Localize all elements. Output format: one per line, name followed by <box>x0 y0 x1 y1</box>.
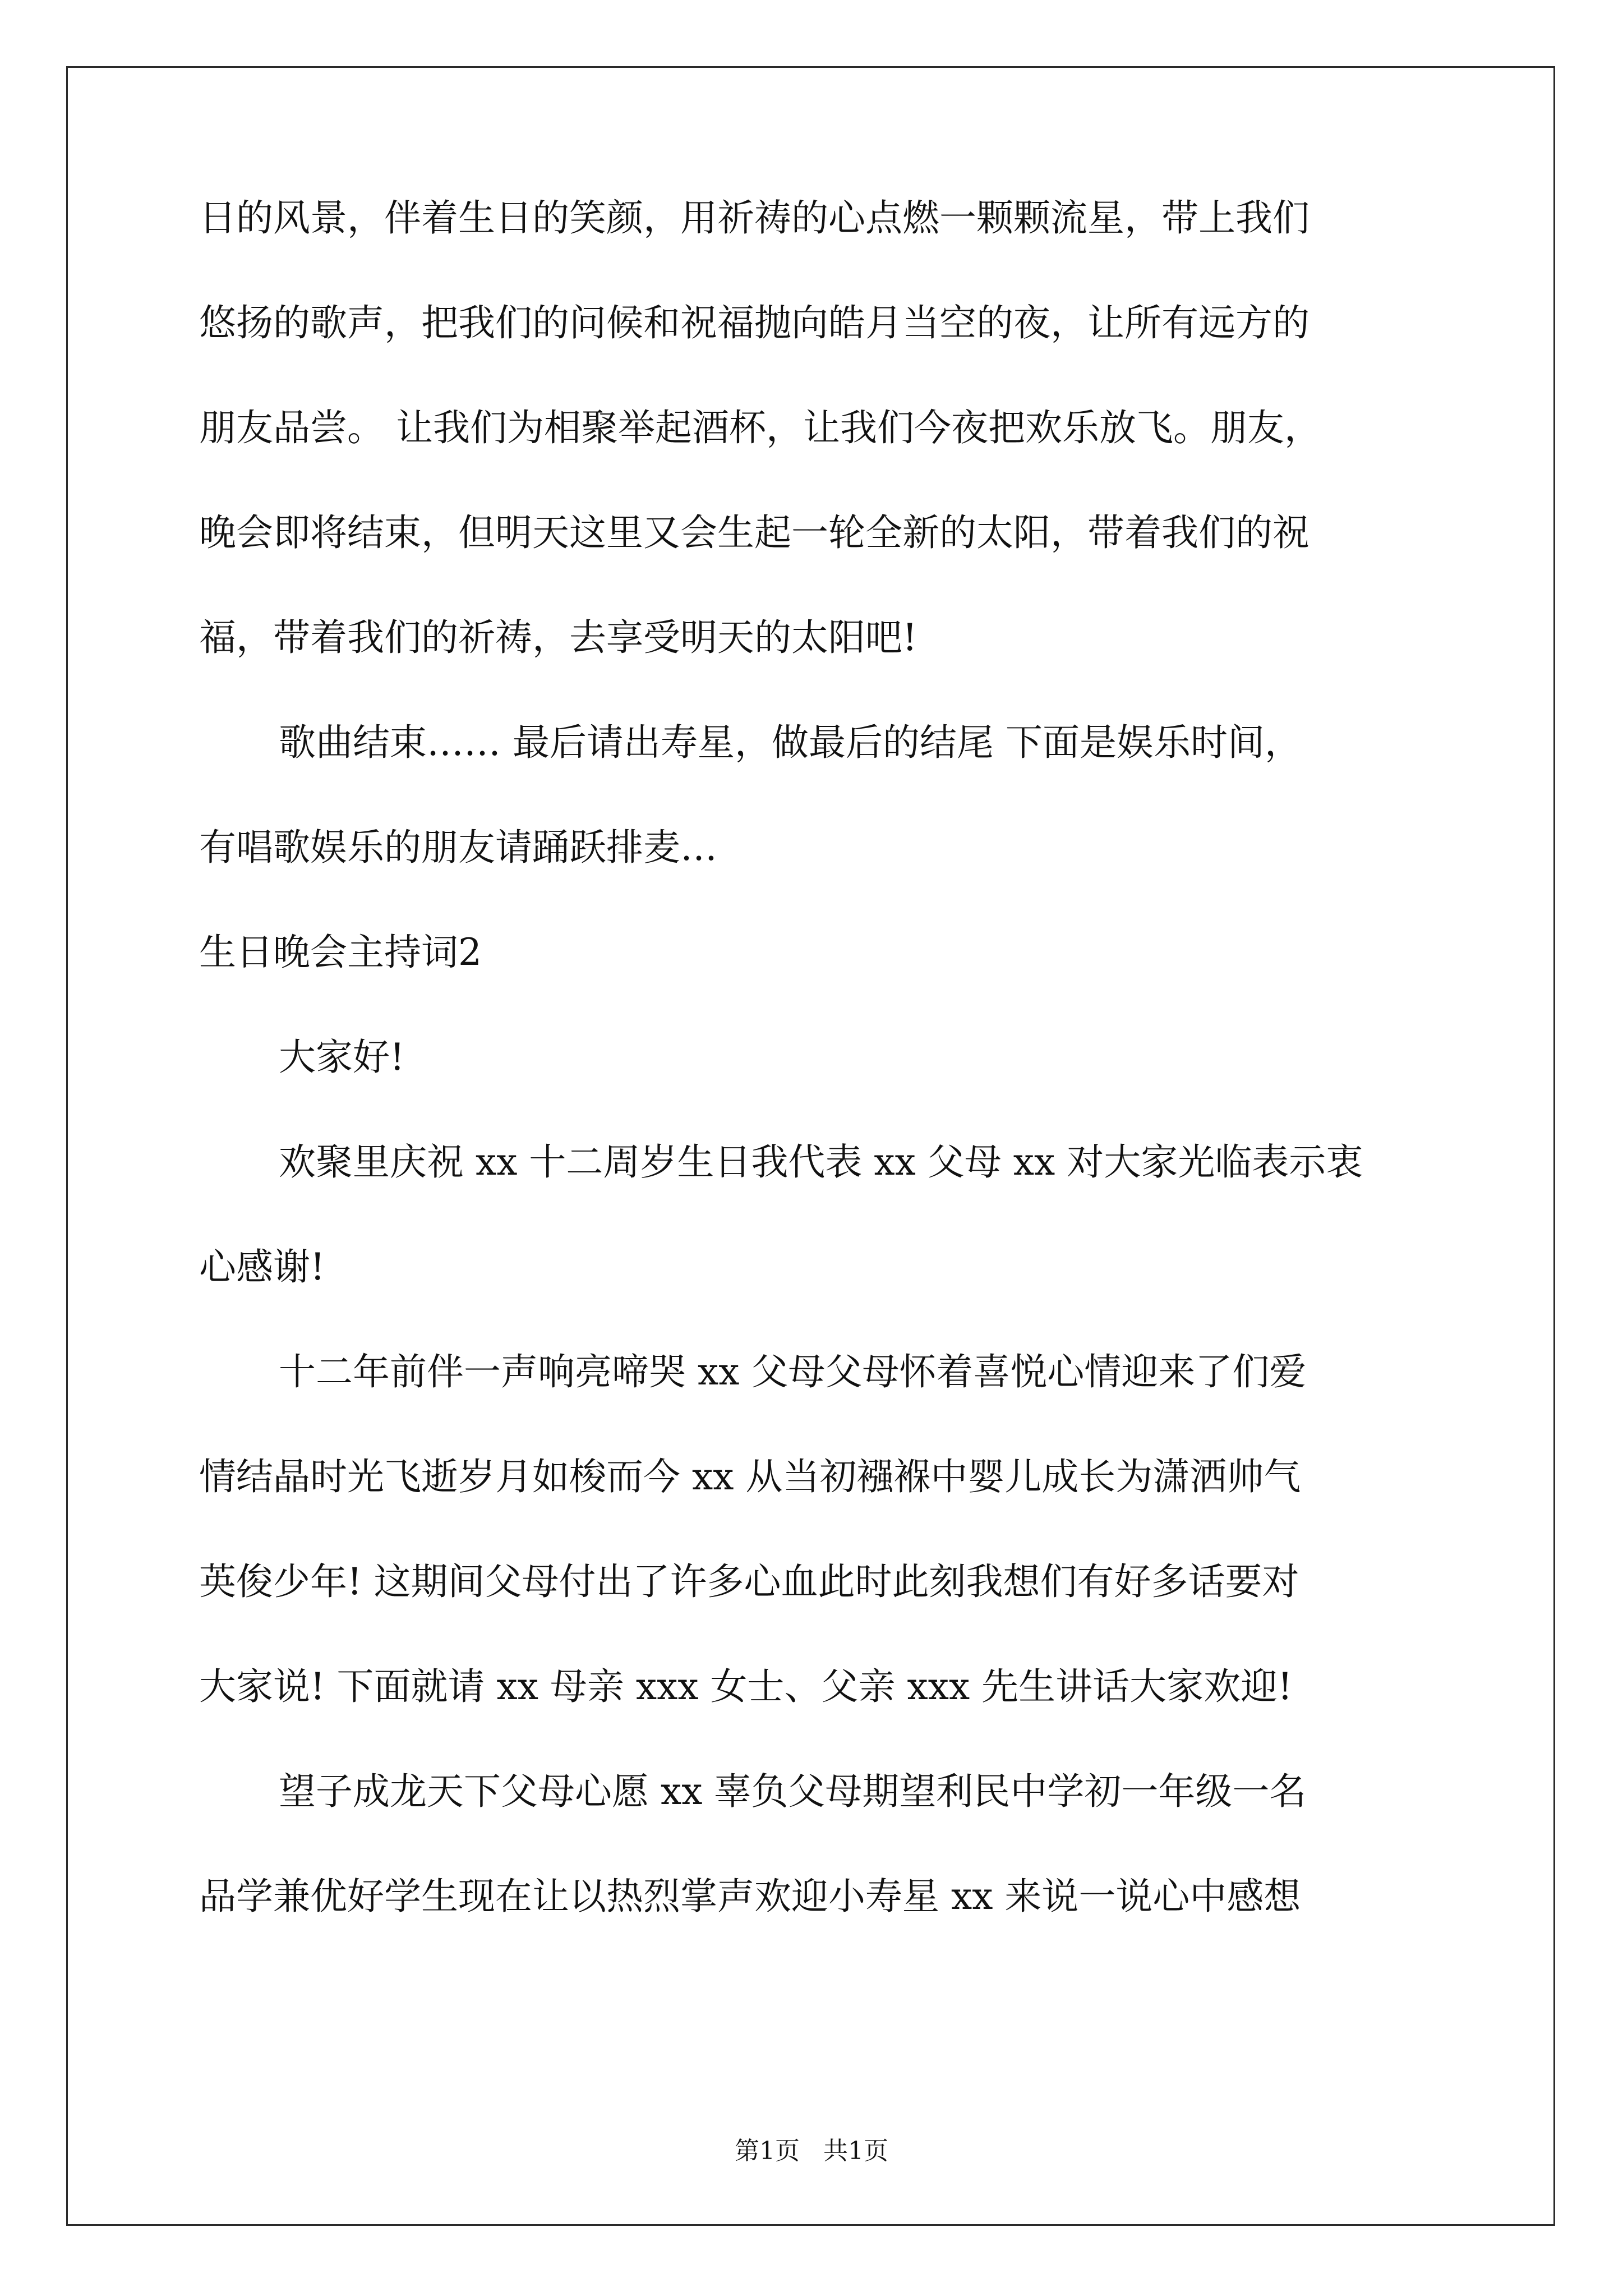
text-line: 晚会即将结束，但明天这里又会生起一轮全新的太阳，带着我们的祝 <box>199 511 1310 554</box>
text-line: 英俊少年! 这期间父母付出了许多心血此时此刻我想们有好多话要对 <box>199 1560 1299 1603</box>
text-line: 大家说! 下面就请 xx 母亲 xxx 女士、父亲 xxx 先生讲话大家欢迎! <box>199 1665 1293 1708</box>
text-line: 福，带着我们的祈祷，去享受明天的太阳吧! <box>199 616 917 659</box>
section-heading: 生日晚会主持词2 <box>199 931 482 974</box>
text-line: 歌曲结束…… 最后请出寿星，做最后的结尾 下面是娱乐时间， <box>279 721 1302 764</box>
text-line: 欢聚里庆祝 xx 十二周岁生日我代表 xx 父母 xx 对大家光临表示衷 <box>279 1140 1363 1184</box>
text-line: 心感谢! <box>199 1245 325 1289</box>
text-line: 朋友品尝。 让我们为相聚举起酒杯，让我们今夜把欢乐放飞。朋友， <box>199 406 1321 449</box>
text-line: 情结晶时光飞逝岁月如梭而今 xx 从当初襁褓中婴儿成长为潇洒帅气 <box>199 1455 1301 1498</box>
text-line: 大家好! <box>279 1036 405 1079</box>
text-line: 有唱歌娱乐的朋友请踊跃排麦… <box>199 826 717 869</box>
page-footer: 第1页 共1页 <box>735 2137 888 2165</box>
text-line: 悠扬的歌声，把我们的问候和祝福抛向皓月当空的夜，让所有远方的 <box>199 301 1310 344</box>
text-line: 日的风景，伴着生日的笑颜，用祈祷的心点燃一颗颗流星，带上我们 <box>199 196 1310 240</box>
text-line: 十二年前伴一声响亮啼哭 xx 父母父母怀着喜悦心情迎来了们爱 <box>279 1350 1307 1393</box>
text-line: 品学兼优好学生现在让以热烈掌声欢迎小寿星 xx 来说一说心中感想 <box>199 1875 1301 1918</box>
text-line: 望子成龙天下父母心愿 xx 辜负父母期望利民中学初一年级一名 <box>279 1770 1307 1813</box>
